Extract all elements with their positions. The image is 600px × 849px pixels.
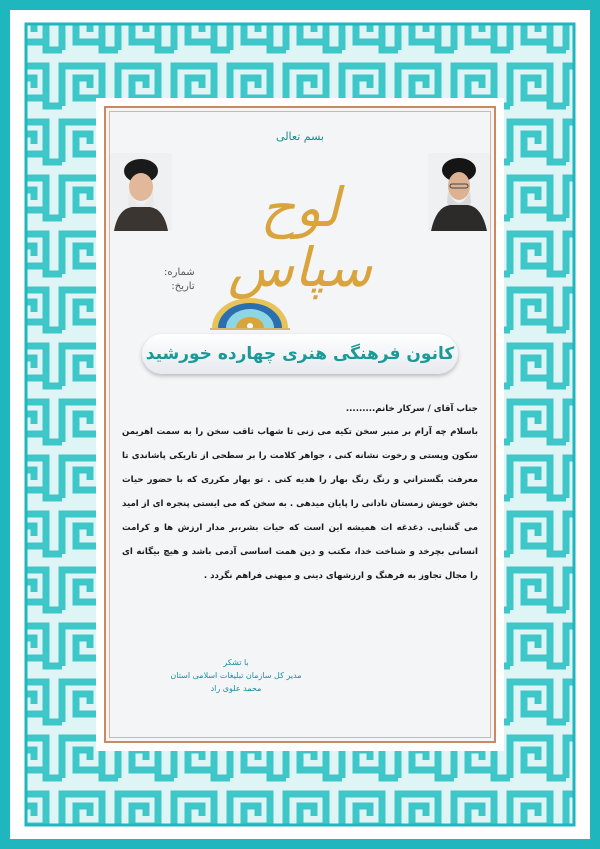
body-paragraph: باسلام چه آرام بر منبر سخن تکیه می زنی تا شهاب ثاقب سخن را به سمت اهریمن سکون وپستی و رخوت نشانه کنی ، جواهر کلامت را بر سطحی از تاریکی پاشاندی تا معرفت بگستراني و رنگ رنگ بهار را هدیه کنی . تو بهار مکرری که با حضور حیات بخش خویش زمستان نادانی را پایان میدهی . به سخن که می ایستی پنجره ای از امید می گشایی. دغدغه ات همیشه این است که حیات بشر،بر مدار ارزش ها و کرامت انسانی بچرخد و شناخت خدا، مکتب و دین همت اساسی آدمی باشد و هیچ بیگانه ای را مجال تجاوز به فرهنگ و ارزشهای دینی و میهنی فراهم نگردد . xyxy=(121,427,478,581)
bismillah-text: بسم تعالی xyxy=(276,130,324,143)
certificate-title: لوح سپاس xyxy=(228,176,372,299)
number-label: شماره: xyxy=(164,267,195,278)
certificate-paper xyxy=(104,106,496,743)
certificate-body xyxy=(122,398,478,588)
signature-position: مدیر کل سازمان تبلیغات اسلامی استان xyxy=(170,671,302,680)
greeting-line: جناب آقای / سرکار خانم......... xyxy=(345,404,478,414)
organization-name: کانون فرهنگی هنری چهارده خورشید xyxy=(145,344,455,364)
organization-banner xyxy=(142,334,458,374)
portrait-right xyxy=(428,153,490,231)
meta-fields xyxy=(164,266,195,294)
ornament-icon xyxy=(210,296,290,330)
portrait-left xyxy=(110,153,172,231)
signature-thanks: با تشکر xyxy=(223,658,249,667)
date-label: تاریخ: xyxy=(171,281,195,292)
signature-block xyxy=(106,656,366,695)
signature-name: محمد علوی راد xyxy=(210,684,262,693)
